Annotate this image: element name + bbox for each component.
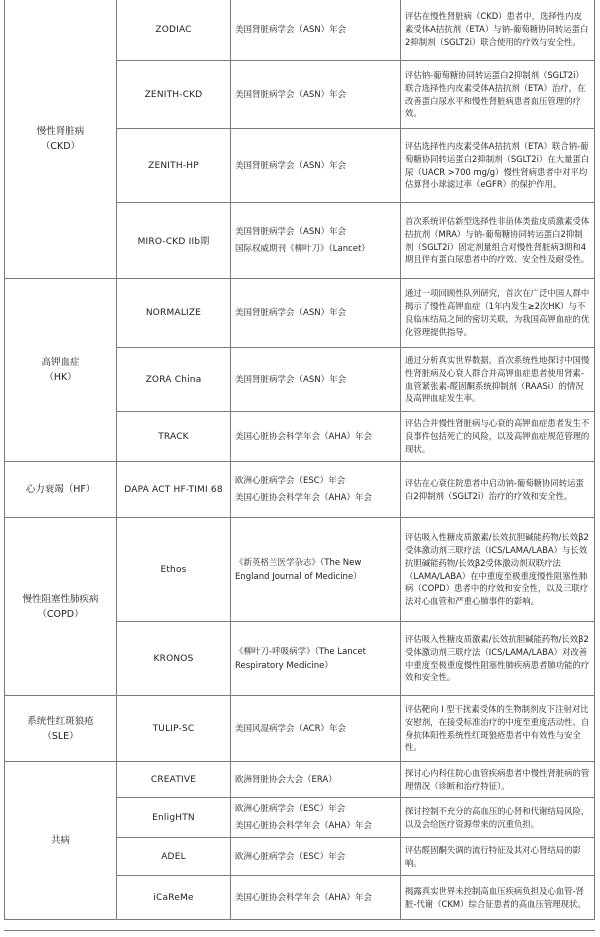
source-label: 美国心脏协会科学年会（AHA）年会 xyxy=(235,892,373,903)
source-label: 欧洲心脏病学会（ESC）年会 xyxy=(235,804,346,814)
category-label: 慢性肾脏病 （CKD） xyxy=(36,125,85,152)
table-row xyxy=(5,762,595,798)
category-label: 心力衰竭（HF） xyxy=(25,484,96,495)
source-cell xyxy=(231,129,401,203)
trial-name: KRONOS xyxy=(117,622,231,696)
description-cell: 评估在慢性肾脏病（CKD）患者中，选择性内皮素受体A拮抗剂（ETA）与钠-葡萄糖协同转运蛋白2抑制剂（SGLT2i）联合使用的疗效与安全性。 xyxy=(401,0,595,61)
trial-name: ZODIAC xyxy=(117,0,231,61)
source-label: 美国肾脏病学会（ASN）年会 xyxy=(235,374,347,385)
source-cell xyxy=(231,876,401,920)
description-cell: 探讨心内科住院心血管疾病患者中慢性肾脏病的管理情况（诊断和治疗特征）。 xyxy=(401,762,595,798)
trial-name: EnligHTN xyxy=(117,798,231,838)
source-label: 美国肾脏病学会（ASN）年会 xyxy=(235,308,347,318)
description-cell: 评估钠-葡萄糖协同转运蛋白2抑制剂（SGLT2i）联合选择性内皮素受体A拮抗剂（ETA）治疗，在改善蛋白尿水平和慢性肾脏病患者血压管理的疗效。 xyxy=(401,61,595,129)
description-cell: 揭露真实世界未控制高血压疾病负担及心血管-肾脏-代谢（CKM）综合征患者的高血压管理现状。 xyxy=(401,876,595,920)
category-cell xyxy=(5,462,117,518)
source-cell xyxy=(231,622,401,696)
source-label: 欧洲心脏病学会（ESC）年会 xyxy=(235,851,346,862)
source-label: 欧洲心脏病学会（ESC）年会 xyxy=(235,476,346,486)
source-label: 美国风湿病学会（ACR）年会 xyxy=(235,723,347,734)
trial-name: Ethos xyxy=(117,518,231,622)
trial-name: DAPA ACT HF-TIMI 68 xyxy=(117,462,231,518)
category-label: 高钾血症 （HK） xyxy=(41,357,80,383)
table-row xyxy=(5,462,595,518)
description-cell: 评估吸入性糖皮质激素/长效抗胆碱能药物/长效β2受体激动剂三联疗法（ICS/LAMA/LABA）与长效抗胆碱能药物/长效β2受体激动剂双联疗法（LAMA/LABA）在中重度至极重度慢性阻塞性肺病（COPD）患者中的疗效和安全性，以及三联疗法对心血管和严重心肺事件的影响。 xyxy=(401,518,595,622)
description-cell: 评估选择性内皮素受体A拮抗剂（ETA）联合钠-葡萄糖协同转运蛋白2抑制剂（SGLT2i）在大量蛋白尿（UACR >700 mg/g）慢性肾病患者中对平均估算肾小球滤过率（eGFR）的保护作用。 xyxy=(401,129,595,203)
trial-name: iCaReMe xyxy=(117,876,231,920)
category-label: 慢性阻塞性肺疾病 （COPD） xyxy=(22,593,99,620)
source-label: 美国肾脏病学会（ASN）年会 xyxy=(235,160,347,171)
source-label: 美国肾脏病学会（ASN）年会 xyxy=(235,89,347,100)
description-cell: 评估吸入性糖皮质激素/长效抗胆碱能药物/长效β2受体激动剂三联疗法（ICS/LAMA/LABA）对改善中重度至极重度慢性阻塞性肺疾病患者肺功能的疗效和安全性。 xyxy=(401,622,595,696)
trial-name: TULIP-SC xyxy=(117,696,231,762)
trial-name: ADEL xyxy=(117,838,231,876)
description-cell: 评估醛固酮失调的流行特征及其对心肾结局的影响。 xyxy=(401,838,595,876)
source-cell xyxy=(231,696,401,762)
source-cell xyxy=(231,798,401,838)
category-cell xyxy=(5,279,117,462)
source-label: 《柳叶刀-呼吸病学》（The Lancet Respiratory Medicine） xyxy=(235,646,366,671)
trial-name: CREATIVE xyxy=(117,762,231,798)
source-label: 美国心脏协会科学年会（AHA）年会 xyxy=(235,493,373,503)
category-cell xyxy=(5,762,117,920)
description-cell: 通过分析真实世界数据，首次系统性地探讨中国慢性肾脏病及心衰人群合并高钾血症患者使用肾素-血管紧张素-醛固酮系统抑制剂（RAASi）的情况及高钾血症发生率。 xyxy=(401,348,595,412)
trial-name: TRACK xyxy=(117,412,231,462)
category-cell xyxy=(5,518,117,696)
source-label: 美国肾脏病学会（ASN）年会 xyxy=(235,24,347,35)
table-row xyxy=(5,696,595,762)
description-cell: 通过一项回顾性队列研究，首次在广泛中国人群中揭示了慢性高钾血症（1年内发生≥2次HK）与不良临床结局之间的密切关联，为我国高钾血症的优化管理提供指导。 xyxy=(401,279,595,348)
source-cell xyxy=(231,412,401,462)
description-cell: 首次系统评估新型选择性非甾体类盐皮质激素受体拮抗剂（MRA）与钠-葡萄糖协同转运蛋白2抑制剂（SGLT2i）固定剂量组合对慢性肾脏病3期和4期且伴有蛋白尿患者中的疗效、安全性及耐受性。 xyxy=(401,203,595,279)
table-row xyxy=(5,279,595,348)
source-cell xyxy=(231,61,401,129)
source-cell xyxy=(231,462,401,518)
source-label: 欧洲肾脏协会大会（ERA） xyxy=(235,774,337,785)
source-label: 美国心脏协会科学年会（AHA）年会 xyxy=(235,821,373,831)
trial-name: MIRO-CKD IIb期 xyxy=(117,203,231,279)
source-cell xyxy=(231,348,401,412)
description-cell: 评估在心衰住院患者中启动钠-葡萄糖协同转运蛋白2抑制剂（SGLT2i）治疗的疗效和安全性。 xyxy=(401,462,595,518)
description-cell: 评估合并慢性肾脏病与心衰的高钾血症患者发生不良事件包括死亡的风险，以及高钾血症规范管理的现状。 xyxy=(401,412,595,462)
source-cell xyxy=(231,838,401,876)
trial-name: ZENITH-CKD xyxy=(117,61,231,129)
trial-name: ZORA China xyxy=(117,348,231,412)
category-label: 共病 xyxy=(50,835,70,846)
trial-table xyxy=(4,0,595,920)
source-label: 《新英格兰医学杂志》（The New England Journal of Medicine） xyxy=(235,557,362,582)
source-cell xyxy=(231,203,401,279)
source-label: 美国肾脏病学会（ASN）年会 xyxy=(235,227,347,237)
source-cell xyxy=(231,518,401,622)
trial-name: ZENITH-HP xyxy=(117,129,231,203)
description-cell: 评估靶向 I 型干扰素受体的生物制剂皮下注射对比安慰剂，在接受标准治疗的中度至重度活动性、自身抗体阳性系统性红斑狼疮患者中有效性与安全性。 xyxy=(401,696,595,762)
source-label: 美国心脏协会科学年会（AHA）年会 xyxy=(235,431,373,442)
table-row xyxy=(5,518,595,622)
trial-name: NORMALIZE xyxy=(117,279,231,348)
source-label: 国际权威期刊《柳叶刀》（Lancet） xyxy=(235,244,370,254)
description-cell: 探讨控制不充分的高血压的心肾和代谢结局风险，以及会给医疗资源带来的沉重负担。 xyxy=(401,798,595,838)
category-cell xyxy=(5,696,117,762)
source-cell xyxy=(231,279,401,348)
source-cell xyxy=(231,0,401,61)
source-cell xyxy=(231,762,401,798)
table-row xyxy=(5,0,595,61)
category-label: 系统性红斑狼疮 （SLE） xyxy=(27,715,94,742)
category-cell xyxy=(5,0,117,279)
